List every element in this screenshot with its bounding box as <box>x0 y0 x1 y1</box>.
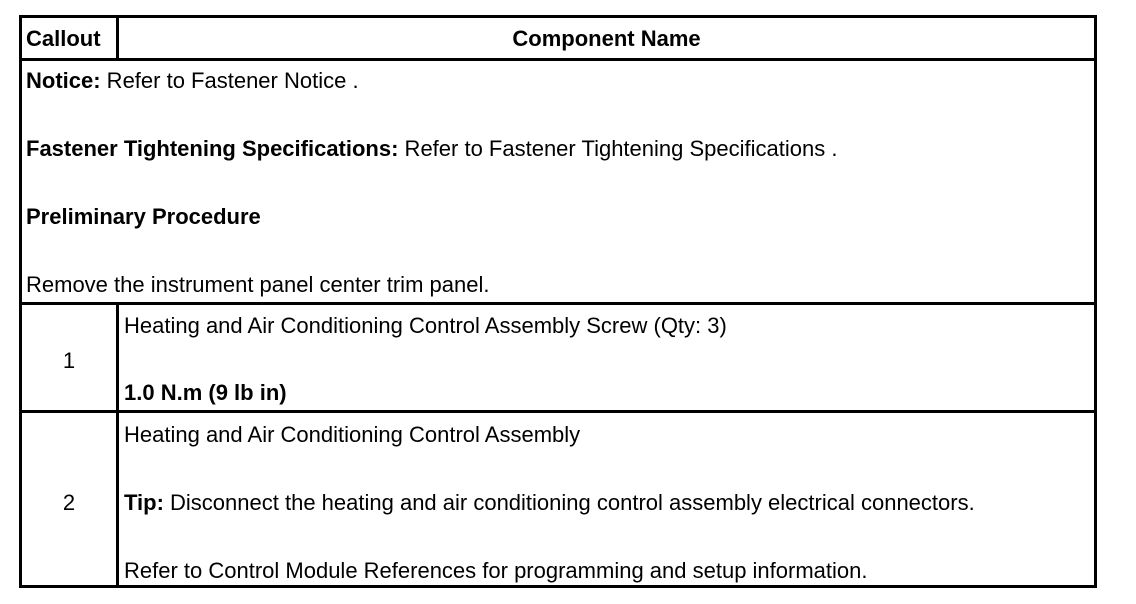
row2-reference: Refer to Control Module References for programming and setup information. <box>124 558 868 583</box>
header-callout: Callout <box>26 26 101 51</box>
notice-text: Refer to Fastener Notice . <box>100 68 359 93</box>
spec-text: Refer to Fastener Tightening Specifications . <box>398 136 838 161</box>
row2-tip-label: Tip: <box>124 490 164 515</box>
row1-torque: 1.0 N.m (9 lb in) <box>124 380 287 405</box>
row2-callout: 2 <box>62 490 76 515</box>
row1-name: Heating and Air Conditioning Control Assembly Screw (Qty: 3) <box>124 313 727 338</box>
row2-tip-text: Disconnect the heating and air conditioning control assembly electrical connectors. <box>163 490 975 515</box>
preliminary-heading: Preliminary Procedure <box>26 204 261 229</box>
spec-line <box>26 136 837 162</box>
row1-callout: 1 <box>62 348 76 373</box>
component-table <box>19 15 1097 588</box>
spec-label: Fastener Tightening Specifications: <box>26 136 399 161</box>
row1-column-divider <box>116 302 119 588</box>
header-divider <box>22 58 1094 61</box>
row2-tip-line <box>124 490 975 516</box>
notice-label: Notice: <box>26 68 101 93</box>
row1-divider <box>22 410 1094 413</box>
intro-divider <box>22 302 1094 305</box>
preliminary-text: Remove the instrument panel center trim panel. <box>26 272 490 297</box>
row2-name: Heating and Air Conditioning Control Assembly <box>124 422 581 447</box>
header-component-name: Component Name <box>512 26 701 51</box>
notice-line <box>26 68 359 94</box>
